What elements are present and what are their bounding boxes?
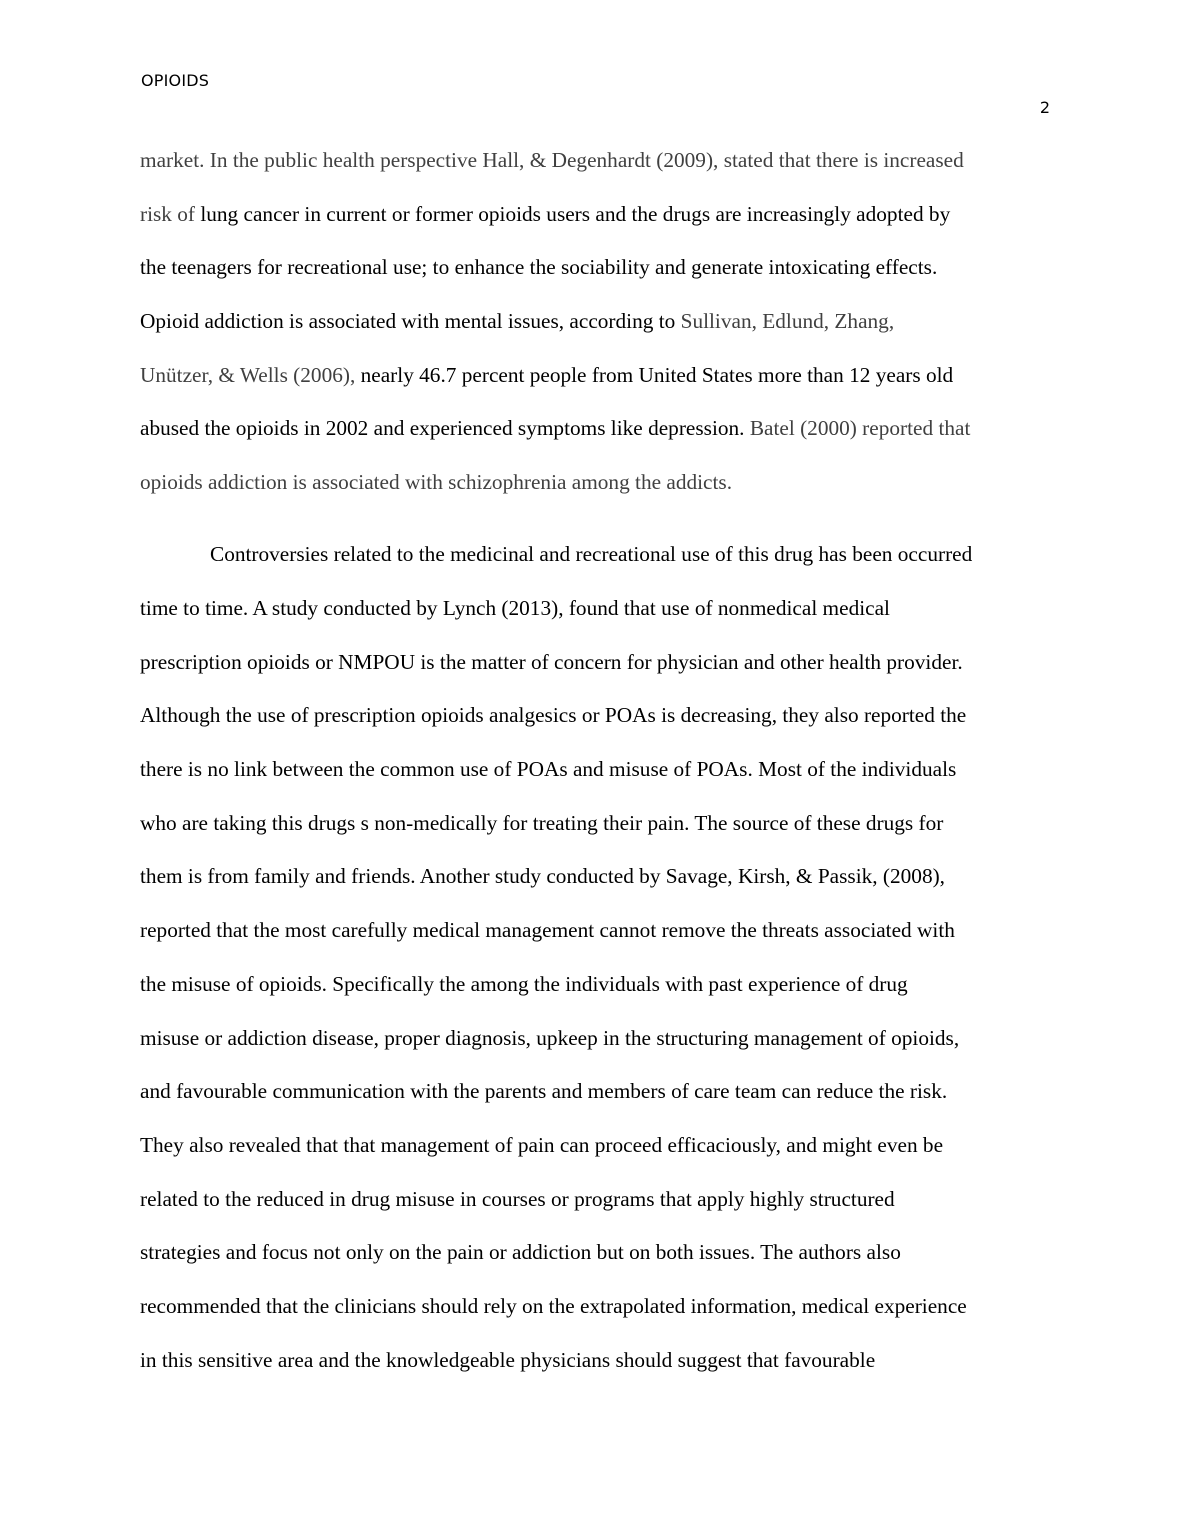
- text-run: Batel (2000) reported that: [749, 416, 971, 441]
- text-run: lung cancer in current or former opioids users and the drugs are increasingly adopted by: [200, 201, 951, 226]
- text-line: [140, 850, 1052, 904]
- text-run: them is from family and friends. Another study conducted by Savage, Kirsh, & Passik, (2008),: [140, 864, 946, 889]
- text-line: [140, 958, 1052, 1012]
- text-line: [140, 295, 1052, 349]
- text-run: prescription opioids or NMPOU is the matter of concern for physician and other health provider.: [140, 649, 963, 674]
- text-run: related to the reduced in drug misuse in courses or programs that apply highly structured: [140, 1186, 895, 1211]
- text-run: opioids addiction is associated with schizophrenia among the addicts.: [140, 470, 733, 495]
- text-run: reported that the most carefully medical management cannot remove the threats associated with: [140, 918, 955, 943]
- text-run: Controversies related to the medicinal and recreational use of this drug has been occurred: [210, 542, 973, 567]
- running-head: OPIOIDS: [141, 71, 210, 90]
- page-number: 2: [1039, 98, 1050, 117]
- text-line: [140, 528, 1052, 582]
- text-line: [140, 1334, 1052, 1388]
- text-line: [140, 1119, 1052, 1173]
- text-line: [140, 582, 1052, 636]
- body-text: [140, 134, 1052, 1387]
- text-line: [140, 689, 1052, 743]
- text-run: who are taking this drugs s non-medically for treating their pain. The source of these drugs for: [140, 810, 944, 835]
- text-run: Sullivan, Edlund, Zhang,: [680, 309, 895, 334]
- text-line: [140, 456, 1052, 510]
- text-run: recommended that the clinicians should rely on the extrapolated information, medical experience: [140, 1293, 967, 1318]
- text-run: They also revealed that that management of pain can proceed efficaciously, and might even be: [140, 1132, 944, 1157]
- text-line: [140, 1280, 1052, 1334]
- text-run: in this sensitive area and the knowledgeable physicians should suggest that favourable: [140, 1347, 876, 1372]
- text-line: [140, 188, 1052, 242]
- text-run: market. In the public health perspective Hall, & Degenhardt (2009), stated that there is increased: [140, 148, 964, 172]
- text-run: the misuse of opioids. Specifically the among the individuals with past experience of drug: [140, 971, 908, 996]
- text-line: [140, 349, 1052, 403]
- text-run: misuse or addiction disease, proper diagnosis, upkeep in the structuring management of opioids,: [140, 1025, 960, 1050]
- text-line: [140, 636, 1052, 690]
- paragraph-gap: [140, 510, 1052, 529]
- text-run: Although the use of prescription opioids analgesics or POAs is decreasing, they also reported the: [140, 703, 967, 728]
- text-line: [140, 1012, 1052, 1066]
- text-run: there is no link between the common use of POAs and misuse of POAs. Most of the individuals: [140, 757, 957, 782]
- text-line: [140, 743, 1052, 797]
- text-run: the teenagers for recreational use; to enhance the sociability and generate intoxicating effects.: [140, 255, 938, 280]
- text-run: time to time. A study conducted by Lynch (2013), found that use of nonmedical medical: [140, 596, 890, 620]
- text-line: [140, 1173, 1052, 1227]
- text-line: [140, 904, 1052, 958]
- text-line: [140, 797, 1052, 851]
- text-run: Unützer, & Wells (2006),: [140, 362, 361, 387]
- text-run: strategies and focus not only on the pain or addiction but on both issues. The authors also: [140, 1240, 901, 1265]
- text-line: [140, 241, 1052, 295]
- text-run: Opioid addiction is associated with mental issues, according to: [140, 309, 681, 334]
- text-line: [140, 1065, 1052, 1119]
- text-run: risk of: [140, 201, 201, 226]
- text-line: [140, 402, 1052, 456]
- paragraph: [140, 528, 1052, 1387]
- text-run: and favourable communication with the parents and members of care team can reduce the risk.: [140, 1079, 948, 1104]
- text-run: abused the opioids in 2002 and experienced symptoms like depression.: [140, 416, 750, 441]
- text-line: [140, 134, 1052, 188]
- text-line: [140, 1226, 1052, 1280]
- paragraph: [140, 134, 1052, 510]
- text-run: nearly 46.7 percent people from United States more than 12 years old: [360, 362, 954, 387]
